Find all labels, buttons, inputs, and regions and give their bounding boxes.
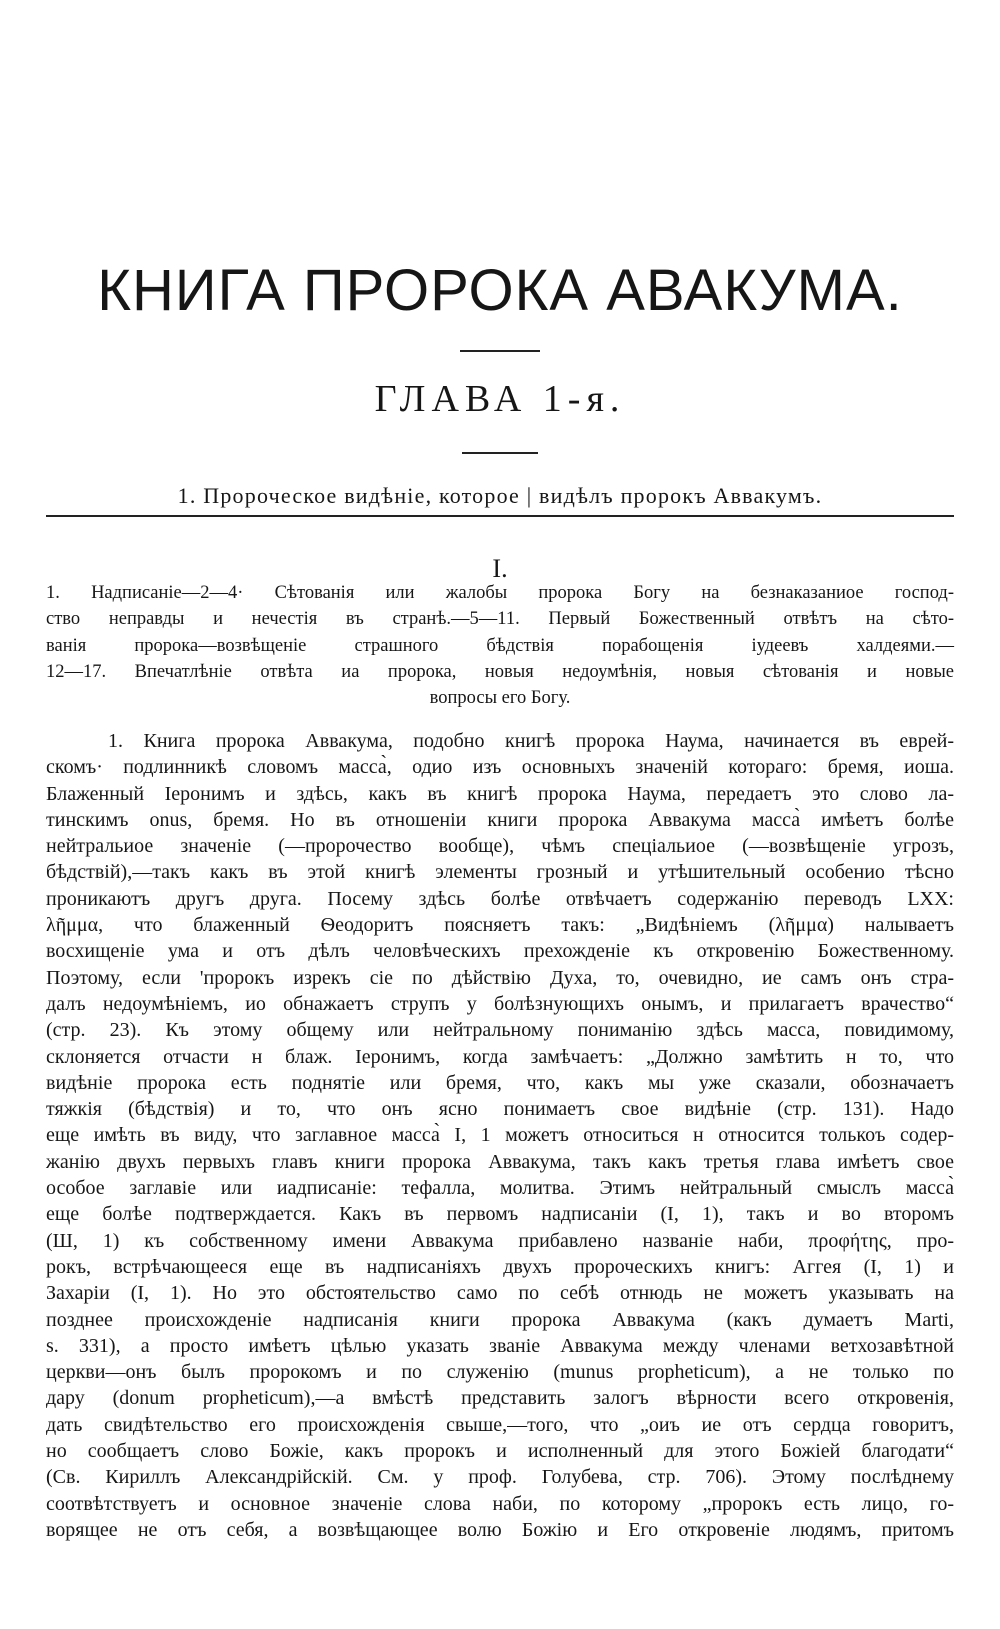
commentary-line: склоняется отчасти н блаж. Іеронимъ, когда замѣчаетъ: „Должно замѣтить н то, что: [46, 1045, 954, 1068]
commentary-line: Захаріи (I, 1). Но это обстоятельство само по себѣ отнюдь не можетъ указывать на: [46, 1282, 954, 1305]
commentary-line: Блаженный Іеронимъ и здѣсь, какъ въ книгѣ пророка Наума, передаетъ это слово ла-: [46, 782, 954, 805]
commentary-line: (Св. Кириллъ Александрійскій. См. у проф. Голубева, стр. 706). Этому послѣднему: [46, 1466, 954, 1489]
commentary-line: тинскимъ onus, бремя. Но въ отношеніи книги пророка Аввакума масса̀ имѣетъ болѣе: [46, 808, 954, 831]
commentary-line: λῆμμα, что блаженный Ѳеодоритъ поясняетъ такъ: „Видѣніемъ (λῆμμα) налываетъ: [46, 914, 954, 937]
commentary-line: бѣдствій),—такъ какъ въ этой книгѣ элементы грозный и утѣшительный особенио тѣсно: [46, 861, 954, 884]
verse-divider: [46, 515, 954, 517]
commentary-line: видѣніе пророка есть поднятіе или бремя, что, какъ мы уже сказали, обозначаетъ: [46, 1071, 954, 1094]
commentary-line: Поэтому, если 'пророкъ изрекъ сіе по дѣйствію Духа, то, очевидно, ие самъ онъ стра-: [46, 966, 954, 989]
summary-line: ванія пророка—возвѣщеніе страшного бѣдствія порабощенія іудеевъ халдеями.—: [46, 635, 954, 656]
commentary-line: жанію двухъ первыхъ главъ книги пророка Аввакума, такъ какъ третья глава имѣетъ свое: [46, 1150, 954, 1173]
commentary-line: (Ш, 1) къ собственному имени Аввакума прибавлено названіе наби, προφήτης, про-: [46, 1229, 954, 1252]
commentary-line: позднее происхожденіе надписанія книги пророка Аввакума (какъ думаетъ Marti,: [46, 1308, 954, 1331]
summary-line: ство неправды и нечестія въ странѣ.—5—11. Первый Божественный отвѣтъ на сѣто-: [46, 609, 954, 630]
verse-text: 1. Пророческое видѣніе, которое | видѣлъ пророкъ Аввакумъ.: [177, 483, 823, 508]
summary-line: 1. Надписаніе—2—4· Сѣтованія или жалобы пророка Богу на безнаказаниое господ-: [46, 583, 954, 603]
commentary-line: церкви—онъ былъ пророкомъ и по служенію (munus propheticum), а не только по: [46, 1361, 954, 1384]
summary-line: вопросы его Богу.: [429, 688, 571, 709]
commentary-line: 1. Книга пророка Аввакума, подобно книгѣ пророка Наума, начинается въ еврей-: [108, 730, 954, 752]
commentary-line: ворящее не отъ себя, а возвѣщающее волю Божію и Его откровеніе людямъ, притомъ: [46, 1518, 954, 1541]
commentary-line: (стр. 23). Къ этому общему или нейтральному пониманію здѣсь масса, повидимому,: [46, 1019, 954, 1042]
chapter-divider: [462, 452, 538, 454]
commentary-line: s. 331), а просто имѣетъ цѣлью указать званіе Аввакума между членами ветхозавѣтной: [46, 1334, 954, 1357]
commentary-line: далъ недоумѣніемъ, ио обнажаетъ струпъ у болѣзнующихъ онымъ, и прилагаетъ врачество“: [46, 992, 954, 1015]
commentary-line: еще имѣть въ виду, что заглавное масса̀ I, 1 можетъ относиться н относится толькоъ содер-: [46, 1124, 954, 1147]
commentary-line: еще болѣе подтверждается. Какъ въ первомъ надписаніи (I, 1), такъ и во второмъ: [46, 1203, 954, 1226]
commentary-line: скомъ· подлинникѣ словомъ масса̀, одио изъ основныхъ значеній котораго: бремя, иоша.: [46, 756, 954, 779]
summary-line: 12—17. Впечатлѣніе отвѣта иа пророка, новыя недоумѣнія, новыя сѣтованія и новые: [46, 661, 954, 682]
commentary-line: восхищеніе ума и отъ дѣлъ человѣческихъ прехожденіе къ откровенію Божественному.: [46, 940, 954, 963]
commentary-line: дару (donum propheticum),—а вмѣстѣ представить залогъ вѣрности всего откровенія,: [46, 1387, 954, 1410]
commentary-line: дать свидѣтельство его происхожденія свыше,—того, что „оиъ ие отъ сердца говоритъ,: [46, 1413, 954, 1436]
commentary-line: особое заглавіе или иадписаніе: тефалла, молитва. Этимъ нейтральный смыслъ масса̀: [46, 1177, 954, 1200]
commentary-line: тяжкія (бѣдствія) и то, что онъ ясно понимаетъ свое видѣніе (стр. 131). Надо: [46, 1098, 954, 1121]
commentary-line: рокъ, встрѣчающееся еще въ надписаніяхъ двухъ пророческихъ книгъ: Аггея (I, 1) и: [46, 1255, 954, 1278]
book-title: КНИГА ПРОРОКА АВАКУМА.: [97, 258, 903, 323]
commentary-line: соотвѣтствуетъ и основное значеніе слова наби, по которому „пророкъ есть лицо, го-: [46, 1492, 954, 1515]
section-summary: [46, 580, 954, 711]
commentary-line: проникаютъ другъ друга. Посему здѣсь болѣе отвѣчаетъ содержанію переводъ LXX:: [46, 887, 954, 910]
section-numeral: I.: [492, 554, 508, 583]
commentary-text: [46, 728, 954, 1543]
chapter-title: ГЛАВА 1-я.: [374, 378, 626, 420]
title-divider: [460, 350, 540, 352]
commentary-line: но сообщаетъ слово Божіе, какъ пророкъ и исполненный для этого Божіей благодати“: [46, 1440, 954, 1463]
commentary-line: нейтральиое значеніе (—пророчество вообще), чѣмъ спеціальиое (—возвѣщеніе угрозъ,: [46, 835, 954, 858]
